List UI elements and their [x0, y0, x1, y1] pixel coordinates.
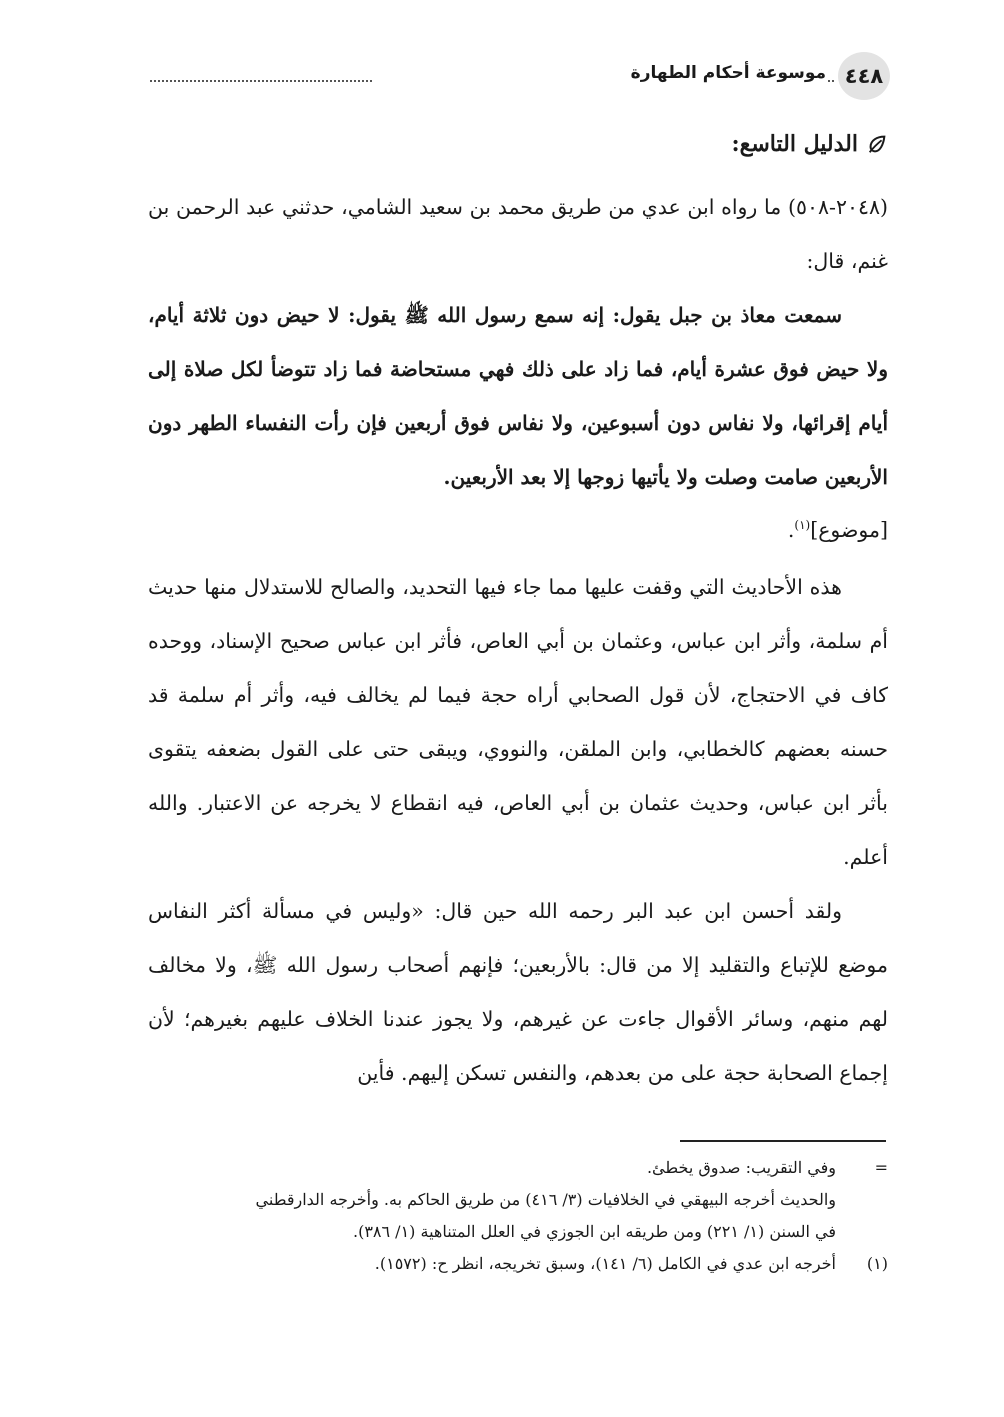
- verdict-label: [موضوع]: [810, 517, 888, 542]
- running-title: موسوعة أحكام الطهارة: [630, 63, 826, 83]
- footnote-line: [148, 1184, 888, 1216]
- footnote-separator: [680, 1140, 886, 1142]
- section-heading-text: الدليل التاسع:: [731, 131, 858, 157]
- footnote-mark: (١): [866, 1254, 888, 1273]
- page-number: ٤٤٨: [838, 52, 890, 100]
- footnote-ref: (١): [794, 518, 811, 532]
- footnote-text: وفي التقريب: صدوق يخطئ.: [646, 1158, 836, 1177]
- footnote-line: [148, 1248, 888, 1280]
- hadith-paragraph: [148, 288, 888, 504]
- footnote-line: [148, 1152, 888, 1184]
- isnad-text: (٢٠٤٨-٥٠٨) ما رواه ابن عدي من طريق محمد بن سعيد الشامي، حدثني عبد الرحمن بن غنم، قال:: [148, 195, 888, 273]
- hadith-verdict: [788, 500, 888, 555]
- footnote-line: [148, 1216, 888, 1248]
- leaf-ornament-icon: [866, 133, 888, 155]
- hadith-text: سمعت معاذ بن جبل يقول: إنه سمع رسول الله ﷺ يقول: لا حيض دون ثلاثة أيام، ولا حيض فوق عشرة أيام، فما زاد على ذلك فهي مستحاضة فما زاد تتوضأ لكل صلاة إلى أيام إقرائها، ولا نفاس دون أسبوعين، ولا نفاس فوق أربعين فإن رأت النفساء الطهر دون الأربعين صامت وصلت ولا يأتيها زوجها إلا بعد الأربعين.: [148, 303, 888, 489]
- discussion-paragraph: [148, 560, 888, 884]
- quote-paragraph: [148, 884, 888, 1100]
- discussion-text: هذه الأحاديث التي وقفت عليها مما جاء فيها التحديد، والصالح للاستدلال منها حديث أم سلمة، وأثر ابن عباس، وعثمان بن أبي العاص، فأثر ابن عباس صحيح الإسناد، ووحده كاف في الاحتجاج، لأن قول الصحابي أراه حجة فيما لم يخالف فيه، وأثر أم سلمة قد حسنه بعضهم كالخطابي، وابن الملقن، والنووي، ويبقى حتى على القول بضعفه يتقوى بأثر ابن عباس، وحديث عثمان بن أبي العاص، فيه انقطاع لا يخرجه عن الاعتبار. والله أعلم.: [148, 575, 888, 869]
- verdict-end: .: [787, 517, 795, 542]
- page-header: [140, 52, 890, 100]
- footnote-text: والحديث أخرجه البيهقي في الخلافيات (٣/ ٤١٦) من طريق الحاكم به. وأخرجه الدارقطني: [255, 1190, 836, 1209]
- header-leader-dots: [828, 80, 834, 82]
- quote-text: ولقد أحسن ابن عبد البر رحمه الله حين قال: «وليس في مسألة أكثر النفاس موضع للإتباع والتقليد إلا من قال: بالأربعين؛ فإنهم أصحاب رسول الله ﷺ، ولا مخالف لهم منهم، وسائر الأقوال جاءت عن غيرهم، ولا يجوز عندنا الخلاف عليهم بغيرهم؛ لأن إجماع الصحابة حجة على من بعدهم، والنفس تسكن إليهم. فأين: [148, 899, 888, 1085]
- footnote-text: أخرجه ابن عدي في الكامل (٦/ ١٤١)، وسبق تخريجه، انظر ح: (١٥٧٢).: [374, 1254, 836, 1273]
- isnad-paragraph: [148, 180, 888, 288]
- footnote-text: في السنن (١/ ٢٢١) ومن طريقه ابن الجوزي في العلل المتناهية (١/ ٣٨٦).: [352, 1222, 836, 1241]
- footnote-mark: =: [874, 1158, 888, 1177]
- header-leader-dots: [150, 80, 372, 82]
- section-heading: [732, 122, 888, 166]
- footnotes: [148, 1152, 888, 1280]
